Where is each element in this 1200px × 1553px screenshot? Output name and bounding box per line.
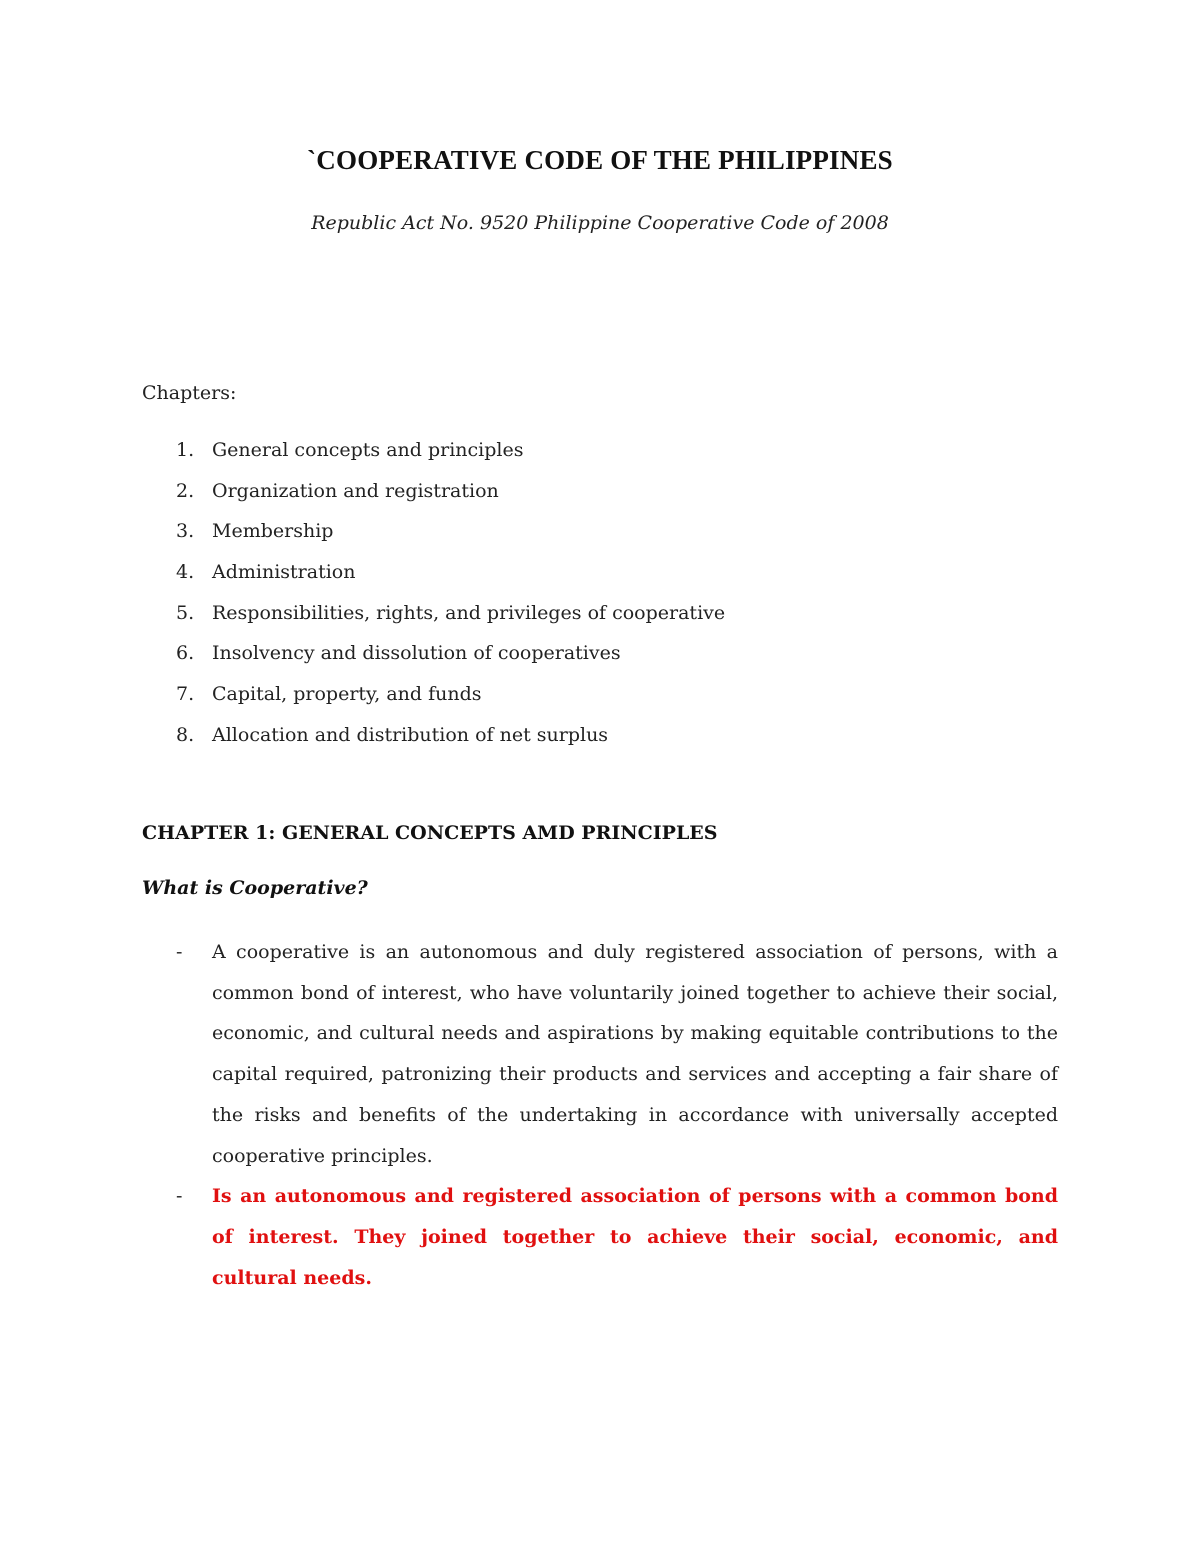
chapter-title: Allocation and distribution of net surplus [212,723,609,746]
chapter-title: Administration [212,561,356,584]
chapter-list-item [142,436,1062,477]
chapter-title: Membership [212,520,334,543]
highlighted-definition-bullet [142,1176,1058,1298]
chapter-number: 3. [176,520,195,543]
chapter-title: Organization and registration [212,479,499,502]
chapter-list-item [142,558,1062,599]
chapters-label: Chapters: [142,382,237,404]
chapter-title: General concepts and principles [212,439,524,461]
chapter-heading: CHAPTER 1: GENERAL CONCEPTS AMD PRINCIPLES [142,822,718,844]
highlighted-bullet-text: Is an autonomous and registered association of persons with a common bond of interest. They joined together to achieve their social, economic, and cultural needs. [212,1185,1058,1289]
chapter-list-item [142,721,1062,762]
chapter-list-item [142,517,1062,558]
definition-bullet [142,932,1058,1176]
chapter-number: 7. [176,683,195,706]
chapter-list-item [142,599,1062,640]
chapter-number: 2. [176,479,195,502]
document-title: `COOPERATIVE CODE OF THE PHILIPPINES [307,145,893,175]
document-subtitle: Republic Act No. 9520 Philippine Cooperative Code of 2008 [311,212,889,234]
bullet-text: A cooperative is an autonomous and duly registered association of persons, with a common bond of interest, who have voluntarily joined together to achieve their social, economic, and cultural needs and aspirations by making equitable contributions to the capital required, patronizing their products and services and accepting a fair share of the risks and benefits of the undertaking in accordance with universally accepted cooperative principles. [212,941,1058,1167]
bullet-dash: - [176,941,183,963]
chapter-number: 8. [176,723,195,746]
definition-bullet-list [142,932,1058,1298]
chapter-number: 5. [176,601,195,624]
chapter-number: 4. [176,561,195,584]
bullet-dash: - [176,1185,183,1208]
section-question-heading: What is Cooperative? [142,877,368,899]
chapter-number: 1. [176,439,195,461]
chapter-list [142,436,1062,762]
chapter-number: 6. [176,642,195,665]
chapter-title: Responsibilities, rights, and privileges of cooperative [212,601,726,624]
chapter-list-item [142,680,1062,721]
chapter-list-item [142,639,1062,680]
chapter-title: Capital, property, and funds [212,683,482,706]
chapter-title: Insolvency and dissolution of cooperatives [212,642,621,665]
chapter-list-item [142,477,1062,518]
